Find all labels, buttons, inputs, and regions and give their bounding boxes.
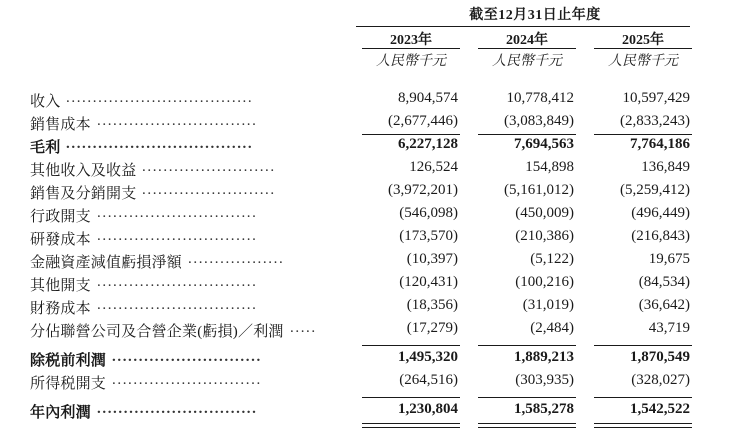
total-double-rule [362, 423, 460, 424]
row-label: 行政開支 [30, 209, 91, 225]
row-value: (2,833,243) [620, 113, 690, 129]
row-value: 6,227,128 [398, 136, 458, 152]
subtotal-rule [478, 397, 576, 398]
total-double-rule [478, 427, 576, 428]
table-row [0, 159, 736, 181]
subtotal-rule [478, 345, 576, 346]
row-value: 43,719 [648, 320, 690, 336]
dot-leader: ..... [290, 320, 317, 336]
year-rule-2025 [594, 48, 692, 49]
year-rule-2023 [362, 48, 460, 49]
row-value: (84,534) [638, 274, 690, 290]
dot-leader: .............................. [97, 205, 258, 221]
dot-leader: ............................ [112, 372, 262, 388]
row-value: (546,098) [399, 205, 458, 221]
year-header-2025: 2025年 [622, 33, 664, 48]
subtotal-rule [362, 345, 460, 346]
row-label: 除税前利潤 [30, 353, 107, 369]
row-value: (5,122) [530, 251, 574, 267]
table-row [0, 251, 736, 273]
subtotal-rule [478, 134, 576, 135]
row-label: 研發成本 [30, 232, 91, 248]
row-value: 7,764,186 [630, 136, 690, 152]
row-label: 銷售成本 [30, 117, 91, 133]
row-value: (2,677,446) [388, 113, 458, 129]
table-row [0, 228, 736, 250]
row-value: (18,356) [406, 297, 458, 313]
dot-leader: ......................... [142, 159, 276, 175]
row-value: 1,870,549 [630, 349, 690, 365]
unit-label-2025: 人民幣千元 [608, 54, 678, 69]
total-double-rule [478, 423, 576, 424]
row-value: (17,279) [406, 320, 458, 336]
table-row [0, 297, 736, 319]
row-value: 10,778,412 [506, 90, 574, 106]
row-value: 7,694,563 [514, 136, 574, 152]
year-header-2023: 2023年 [390, 33, 432, 48]
table-row [0, 372, 736, 394]
row-label: 毛利 [30, 140, 61, 156]
row-value: (120,431) [399, 274, 458, 290]
unit-label-2024: 人民幣千元 [492, 54, 562, 69]
subtotal-rule [594, 397, 692, 398]
row-value: (31,019) [522, 297, 574, 313]
row-value: (210,386) [515, 228, 574, 244]
dot-leader: ............................ [112, 349, 262, 365]
period-header-rule [356, 26, 690, 27]
row-value: (100,216) [515, 274, 574, 290]
row-value: 8,904,574 [398, 90, 458, 106]
table-row [0, 90, 736, 112]
dot-leader: .............................. [97, 274, 258, 290]
dot-leader: .............................. [97, 401, 258, 417]
row-value: 19,675 [648, 251, 690, 267]
row-label: 銷售及分銷開支 [30, 186, 137, 202]
total-double-rule [594, 423, 692, 424]
row-value: (10,397) [406, 251, 458, 267]
table-row [0, 136, 736, 158]
row-label: 收入 [30, 94, 61, 110]
subtotal-rule [362, 397, 460, 398]
row-value: 10,597,429 [622, 90, 690, 106]
row-label: 其他收入及收益 [30, 163, 137, 179]
table-row [0, 349, 736, 371]
row-value: 1,542,522 [630, 401, 690, 417]
row-value: (216,843) [631, 228, 690, 244]
dot-leader: ......................... [142, 182, 276, 198]
table-row [0, 113, 736, 135]
row-value: (5,161,012) [504, 182, 574, 198]
subtotal-rule [594, 345, 692, 346]
row-value: (496,449) [631, 205, 690, 221]
year-header-2024: 2024年 [506, 33, 548, 48]
row-label: 金融資產減值虧損淨額 [30, 255, 183, 271]
unit-label-2023: 人民幣千元 [376, 54, 446, 69]
total-double-rule [594, 427, 692, 428]
year-rule-2024 [478, 48, 576, 49]
row-value: 154,898 [525, 159, 574, 175]
row-value: (36,642) [638, 297, 690, 313]
row-label: 年內利潤 [30, 405, 91, 421]
row-value: (5,259,412) [620, 182, 690, 198]
total-double-rule [362, 427, 460, 428]
row-value: (450,009) [515, 205, 574, 221]
table-row [0, 274, 736, 296]
row-value: (3,972,201) [388, 182, 458, 198]
row-label: 分佔聯營公司及合營企業(虧損)／利潤 [30, 324, 284, 340]
row-value: (173,570) [399, 228, 458, 244]
dot-leader: ................................... [66, 136, 254, 152]
row-value: 1,495,320 [398, 349, 458, 365]
row-value: (328,027) [631, 372, 690, 388]
row-value: 1,889,213 [514, 349, 574, 365]
row-value: (264,516) [399, 372, 458, 388]
row-value: (3,083,849) [504, 113, 574, 129]
table-row [0, 182, 736, 204]
table-row [0, 401, 736, 423]
dot-leader: .............................. [97, 113, 258, 129]
table-row [0, 320, 736, 342]
row-value: 126,524 [409, 159, 458, 175]
dot-leader: .............................. [97, 228, 258, 244]
subtotal-rule [594, 134, 692, 135]
row-label: 其他開支 [30, 278, 91, 294]
table-row [0, 205, 736, 227]
row-label: 所得税開支 [30, 376, 107, 392]
row-value: 1,585,278 [514, 401, 574, 417]
row-value: (2,484) [530, 320, 574, 336]
row-value: 1,230,804 [398, 401, 458, 417]
row-label: 財務成本 [30, 301, 91, 317]
subtotal-rule [362, 134, 460, 135]
dot-leader: .............................. [97, 297, 258, 313]
period-header: 截至12月31日止年度 [469, 8, 601, 23]
dot-leader: ................................... [66, 90, 254, 106]
row-value: (303,935) [515, 372, 574, 388]
row-value: 136,849 [641, 159, 690, 175]
dot-leader: .................. [188, 251, 285, 267]
